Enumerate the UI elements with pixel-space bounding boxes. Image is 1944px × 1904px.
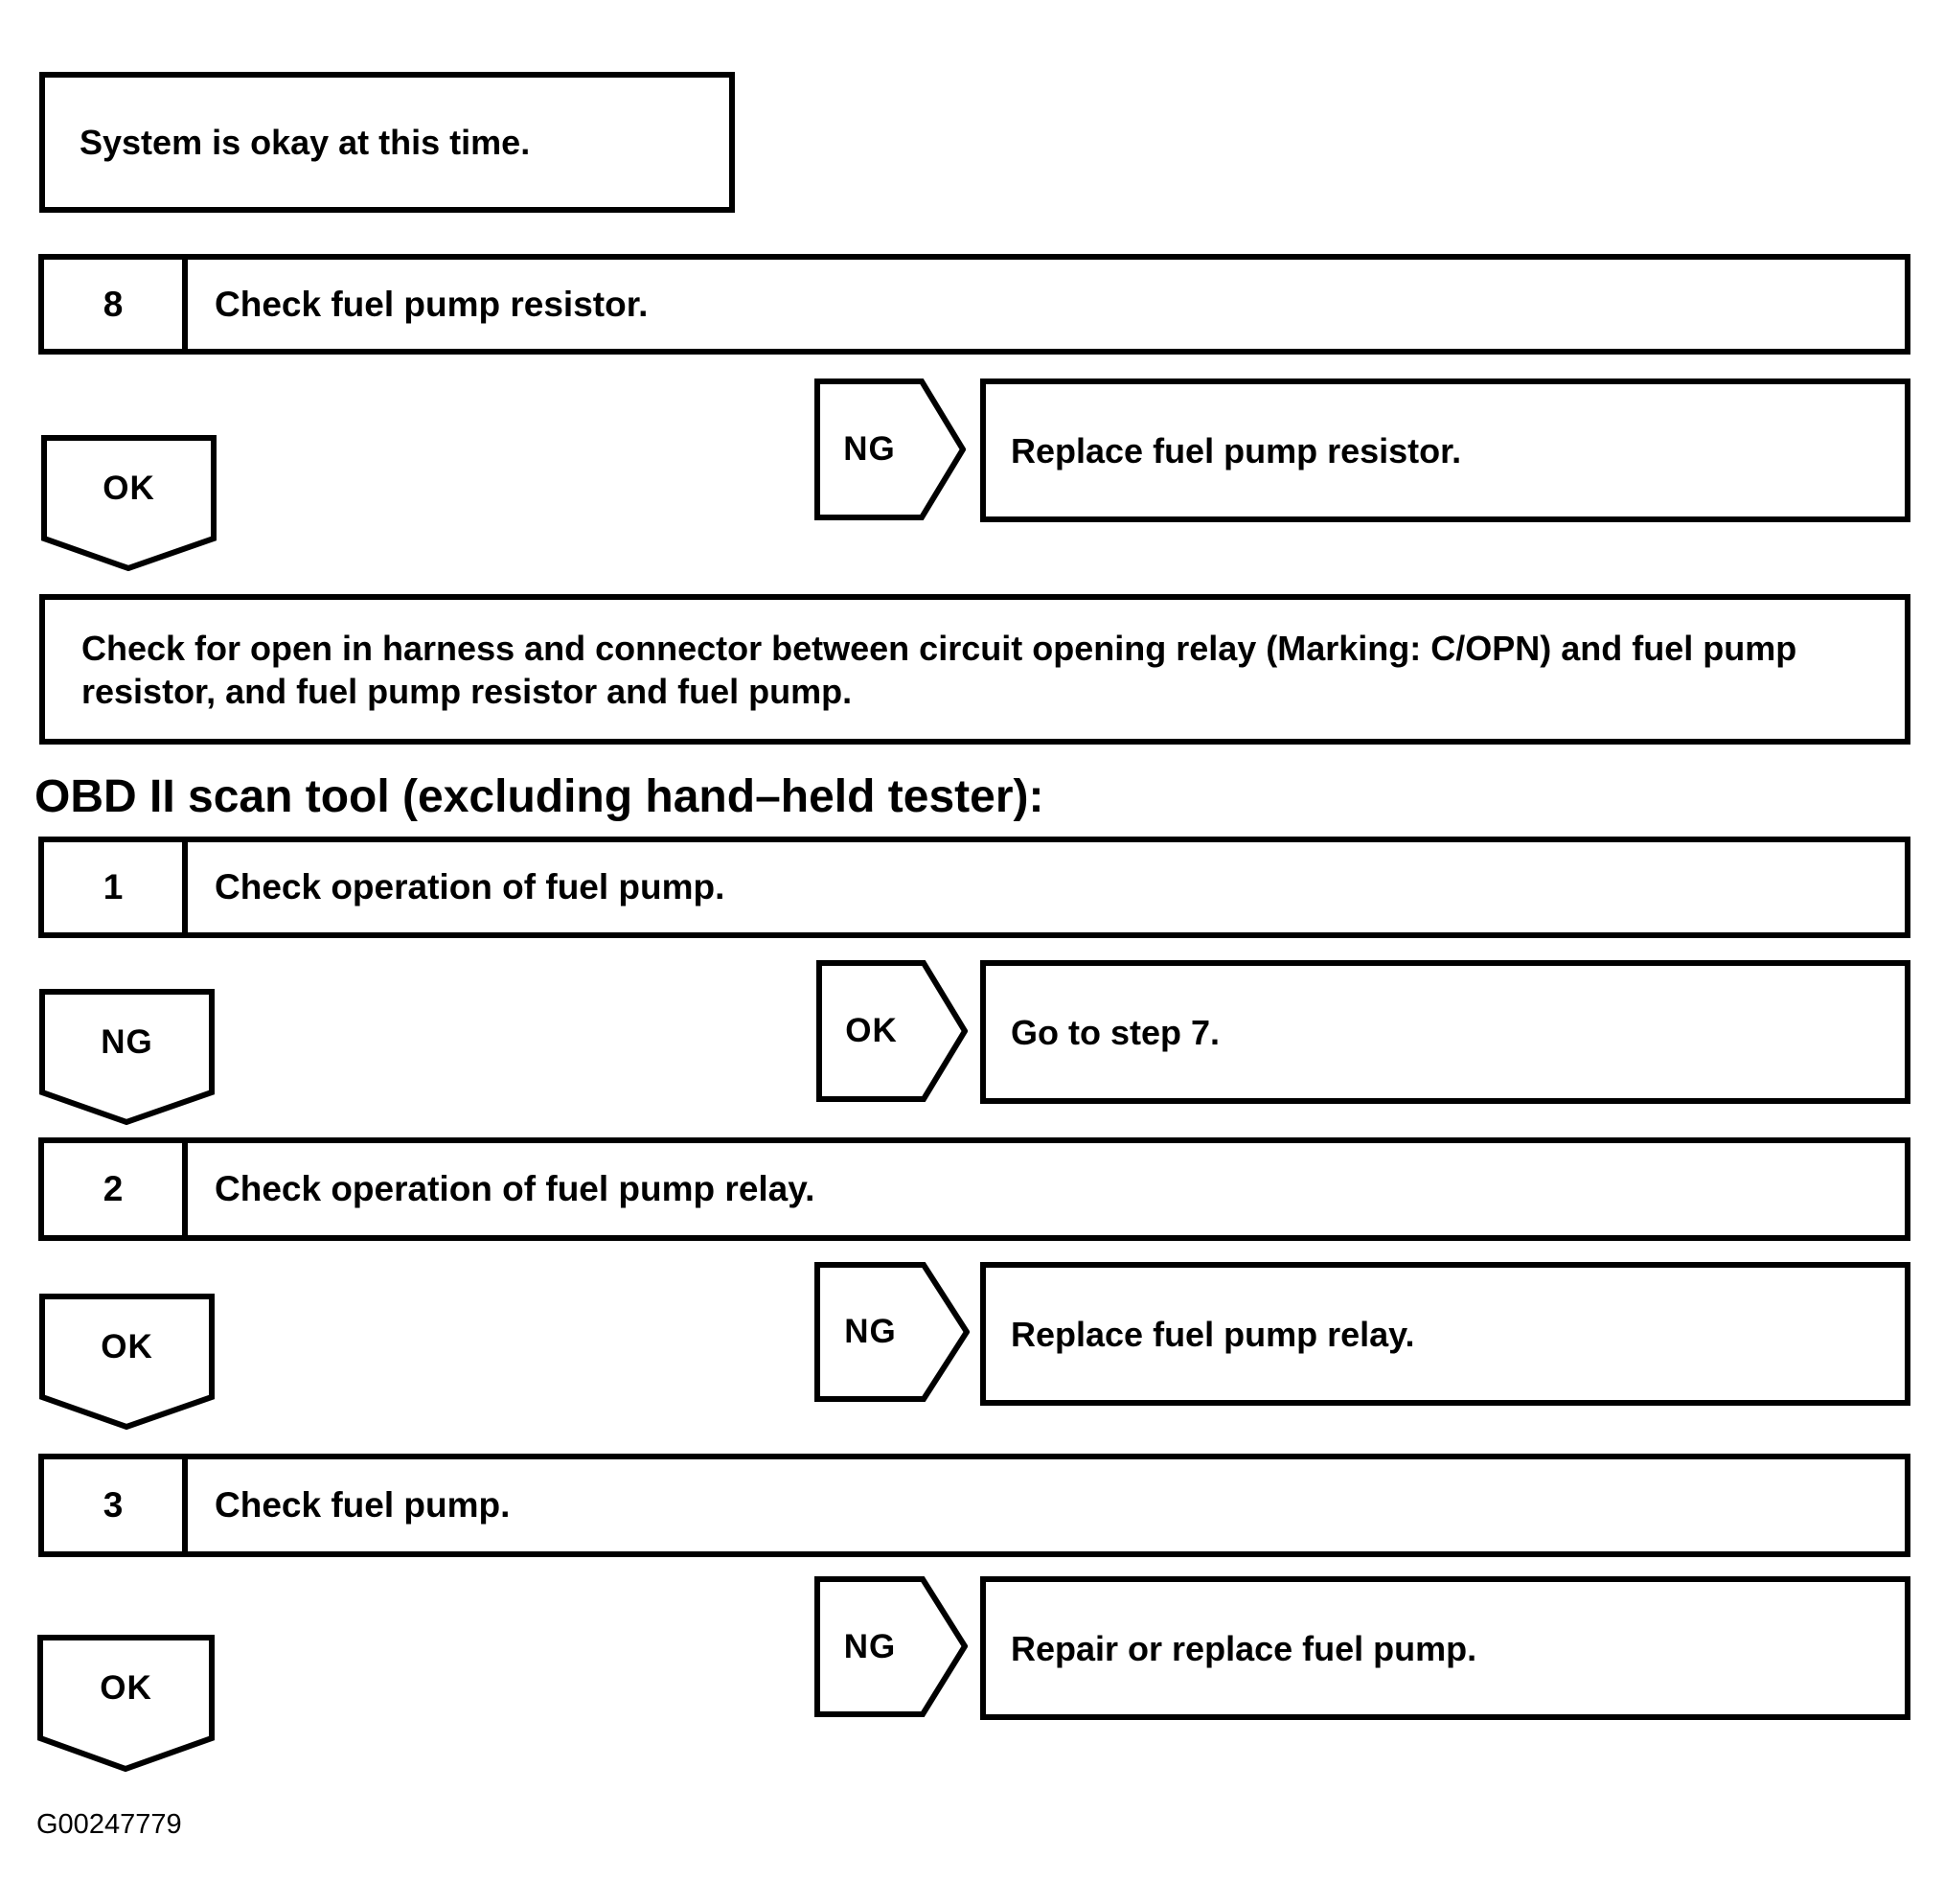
step-row-1 xyxy=(38,837,1910,938)
continue-arrow-ok xyxy=(37,1635,215,1772)
step-number-cell: 2 xyxy=(44,1143,188,1235)
continue-arrow-label: OK xyxy=(100,1669,152,1707)
step-row-2 xyxy=(38,1137,1910,1241)
branch-result-text: Go to step 7. xyxy=(1011,1012,1221,1052)
step-label: Check operation of fuel pump. xyxy=(215,867,725,906)
branch-arrow-label: NG xyxy=(843,430,896,468)
conclusion-box xyxy=(39,594,1910,745)
branch-arrow-label: OK xyxy=(845,1012,898,1049)
section-heading: OBD II scan tool (excluding hand–held tester): xyxy=(34,771,1044,822)
continue-arrow-ng xyxy=(39,989,215,1125)
branch-result-box xyxy=(980,379,1910,522)
branch-arrow-label: NG xyxy=(844,1313,897,1350)
step-number-cell: 8 xyxy=(44,260,188,349)
step-row-3 xyxy=(38,1454,1910,1557)
step-label: Check fuel pump resistor. xyxy=(215,284,649,324)
continue-arrow-label: NG xyxy=(101,1023,153,1061)
continue-arrow-label: OK xyxy=(101,1328,153,1365)
step-row-8 xyxy=(38,254,1910,355)
status-box-text: System is okay at this time. xyxy=(80,123,531,162)
step-number-cell: 3 xyxy=(44,1459,188,1551)
figure-id: G00247779 xyxy=(36,1809,182,1840)
step-label: Check fuel pump. xyxy=(215,1485,511,1525)
step-label: Check operation of fuel pump relay. xyxy=(215,1169,815,1208)
continue-arrow-ok xyxy=(41,435,217,571)
branch-arrow-ng xyxy=(814,1262,970,1402)
conclusion-text: Check for open in harness and connector between circuit opening relay (Marking: C/OPN) and fuel pump resistor, and fuel pump resistor and fuel pump. xyxy=(81,628,1797,711)
branch-result-box xyxy=(980,960,1910,1104)
branch-result-text: Repair or replace fuel pump. xyxy=(1011,1628,1477,1668)
branch-result-box xyxy=(980,1262,1910,1406)
branch-arrow-ng xyxy=(814,379,966,520)
continue-arrow-ok xyxy=(39,1294,215,1430)
branch-arrow-label: NG xyxy=(843,1627,897,1665)
branch-result-text: Replace fuel pump relay. xyxy=(1011,1314,1415,1354)
branch-result-text: Replace fuel pump resistor. xyxy=(1011,430,1462,470)
continue-arrow-label: OK xyxy=(103,470,155,507)
step-number-cell: 1 xyxy=(44,842,188,932)
branch-arrow-ok xyxy=(816,960,968,1102)
branch-arrow-ng xyxy=(814,1576,968,1717)
status-box xyxy=(39,72,735,213)
branch-result-box xyxy=(980,1576,1910,1720)
